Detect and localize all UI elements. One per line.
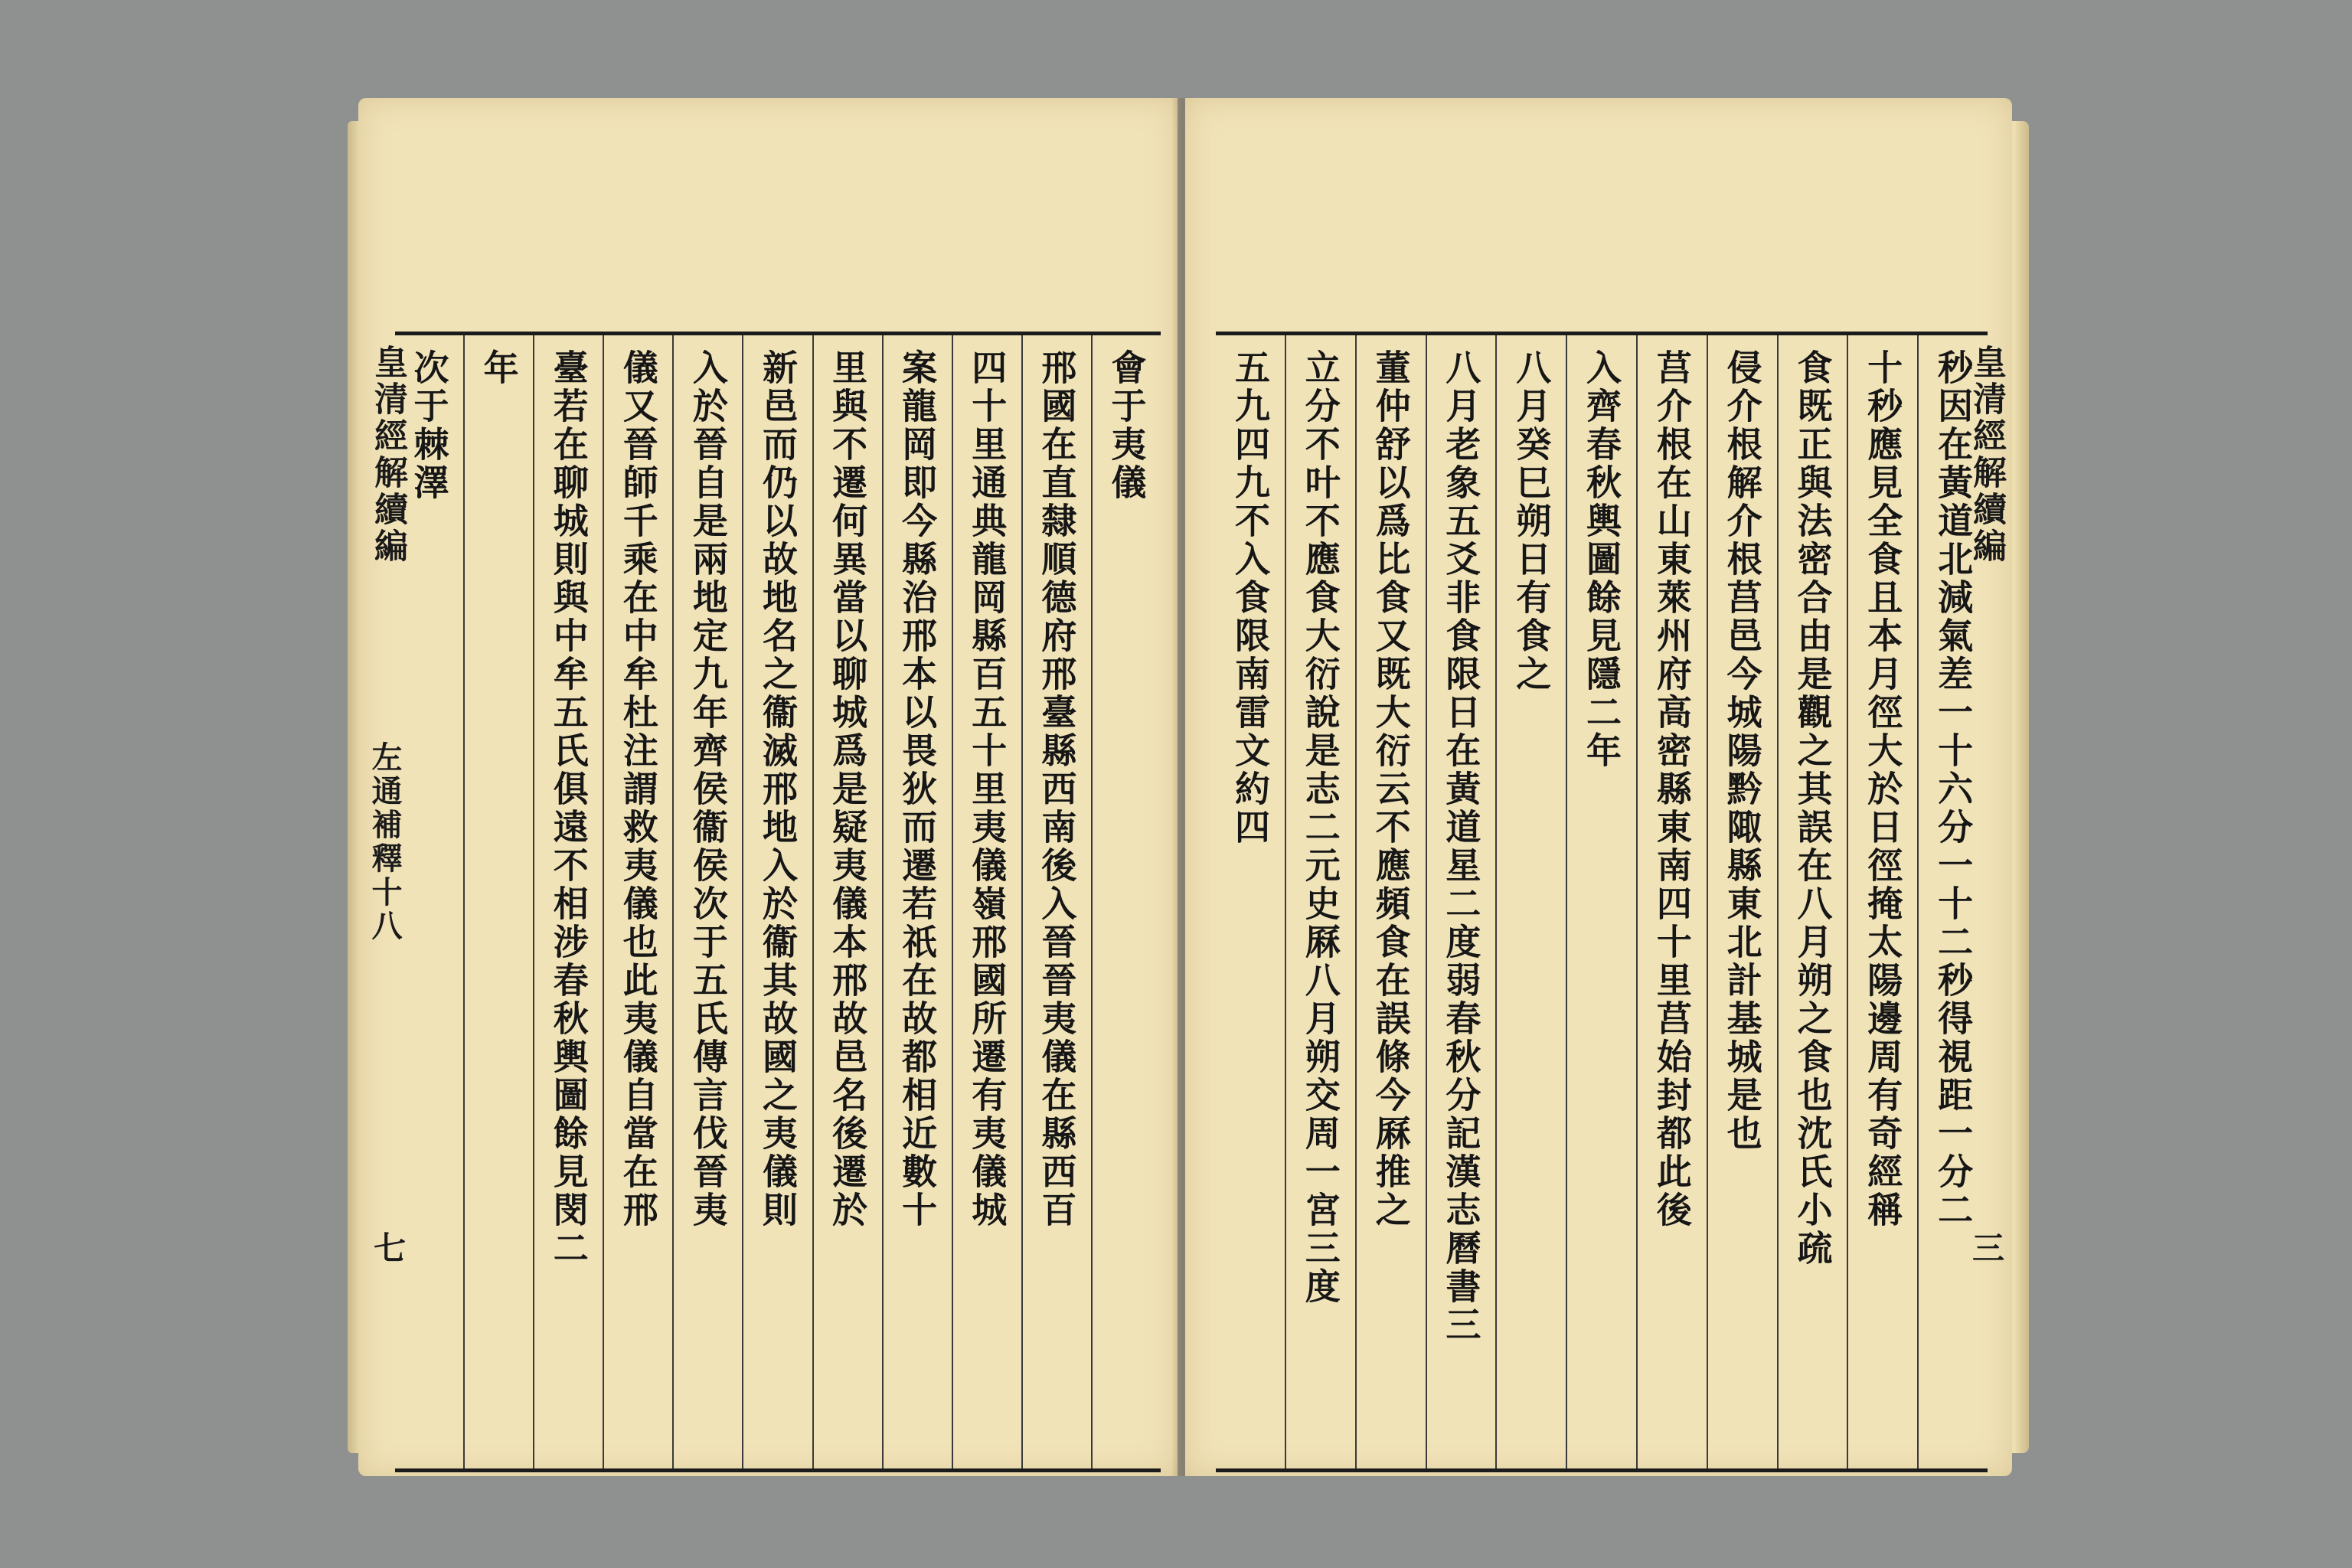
left-section-label: 左通補釋十八 <box>367 741 403 943</box>
text-column <box>742 335 812 1468</box>
column-text: 十秒應見全食且本月徑大於日徑掩太陽邊周有奇經稱 <box>1862 349 1904 1230</box>
column-text: 里與不遷何異當以聊城爲是疑夷儀本邢故邑名後遷於 <box>827 349 869 1230</box>
text-column <box>1495 335 1566 1468</box>
text-column <box>1636 335 1707 1468</box>
column-text: 八月老象五爻非食限日在黃道星二度弱春秋分記漢志曆書三 <box>1440 349 1482 1344</box>
column-text: 五九四九不入食限南雷文約四 <box>1229 349 1271 847</box>
right-text-frame <box>1216 332 1988 1472</box>
column-text: 董仲舒以爲比食又既大衍云不應頻食在誤條今厤推之 <box>1370 349 1412 1230</box>
column-text: 會于夷儀 <box>1106 349 1148 502</box>
right-running-title: 皇清經解續編 <box>1967 345 2006 565</box>
text-column <box>1426 335 1496 1468</box>
text-column <box>882 335 952 1468</box>
text-column <box>1021 335 1091 1468</box>
column-text: 侵介根解介根莒邑今城陽黔陬縣東北計基城是也 <box>1721 349 1763 1153</box>
column-text: 邢國在直隸順德府邢臺縣西南後入晉晉夷儀在縣西百 <box>1036 349 1078 1230</box>
text-column <box>1566 335 1636 1468</box>
text-column <box>1216 335 1285 1468</box>
column-text: 八月癸巳朔日有食之 <box>1511 349 1553 694</box>
column-text: 秒因在黃道北減氣差一十六分一十二秒得視距一分二 <box>1932 349 1975 1230</box>
column-text: 莒介根在山東萊州府高密縣東南四十里莒始封都此後 <box>1651 349 1693 1230</box>
column-text: 新邑而仍以故地名之衞滅邢地入於衞其故國之夷儀則 <box>756 349 799 1230</box>
text-column <box>533 335 603 1468</box>
text-column <box>952 335 1021 1468</box>
column-text: 案龍岡即今縣治邢本以畏狄而遷若祇在故都相近數十 <box>897 349 939 1230</box>
right-page-number: 三 <box>1968 1231 2005 1263</box>
right-page <box>1185 98 2012 1476</box>
column-text: 臺若在聊城則與中牟五氏俱遠不相涉春秋輿圖餘見閔二 <box>547 349 590 1268</box>
column-text: 食既正與法密合由是觀之其誤在八月朔之食也沈氏小疏 <box>1792 349 1834 1268</box>
left-text-frame <box>395 332 1161 1472</box>
left-columns <box>395 335 1161 1468</box>
open-book <box>358 98 2012 1476</box>
column-text: 入齊春秋輿圖餘見隱二年 <box>1581 349 1623 770</box>
column-text: 立分不叶不應食大衍說是志二元史厤八月朔交周一宮三度 <box>1299 349 1341 1306</box>
column-text: 儀又晉師千乘在中牟杜注謂救夷儀也此夷儀自當在邢 <box>617 349 659 1230</box>
text-column <box>603 335 672 1468</box>
column-text: 次于棘澤 <box>408 349 450 502</box>
text-column <box>1777 335 1847 1468</box>
text-column <box>1285 335 1355 1468</box>
left-running-title: 皇清經解續編 <box>368 345 407 565</box>
left-page-number: 七 <box>369 1231 407 1263</box>
text-column <box>1707 335 1777 1468</box>
column-text: 入於晉自是兩地定九年齊侯衞侯次于五氏傳言伐晉夷 <box>687 349 729 1230</box>
column-text: 年 <box>478 349 520 387</box>
column-text: 四十里通典龍岡縣百五十里夷儀嶺邢國所遷有夷儀城 <box>966 349 1008 1230</box>
text-column <box>463 335 533 1468</box>
text-column <box>1091 335 1161 1468</box>
text-column <box>672 335 742 1468</box>
text-column <box>812 335 882 1468</box>
left-page <box>358 98 1178 1476</box>
text-column <box>1355 335 1426 1468</box>
right-columns <box>1216 335 1988 1468</box>
text-column <box>1847 335 1917 1468</box>
